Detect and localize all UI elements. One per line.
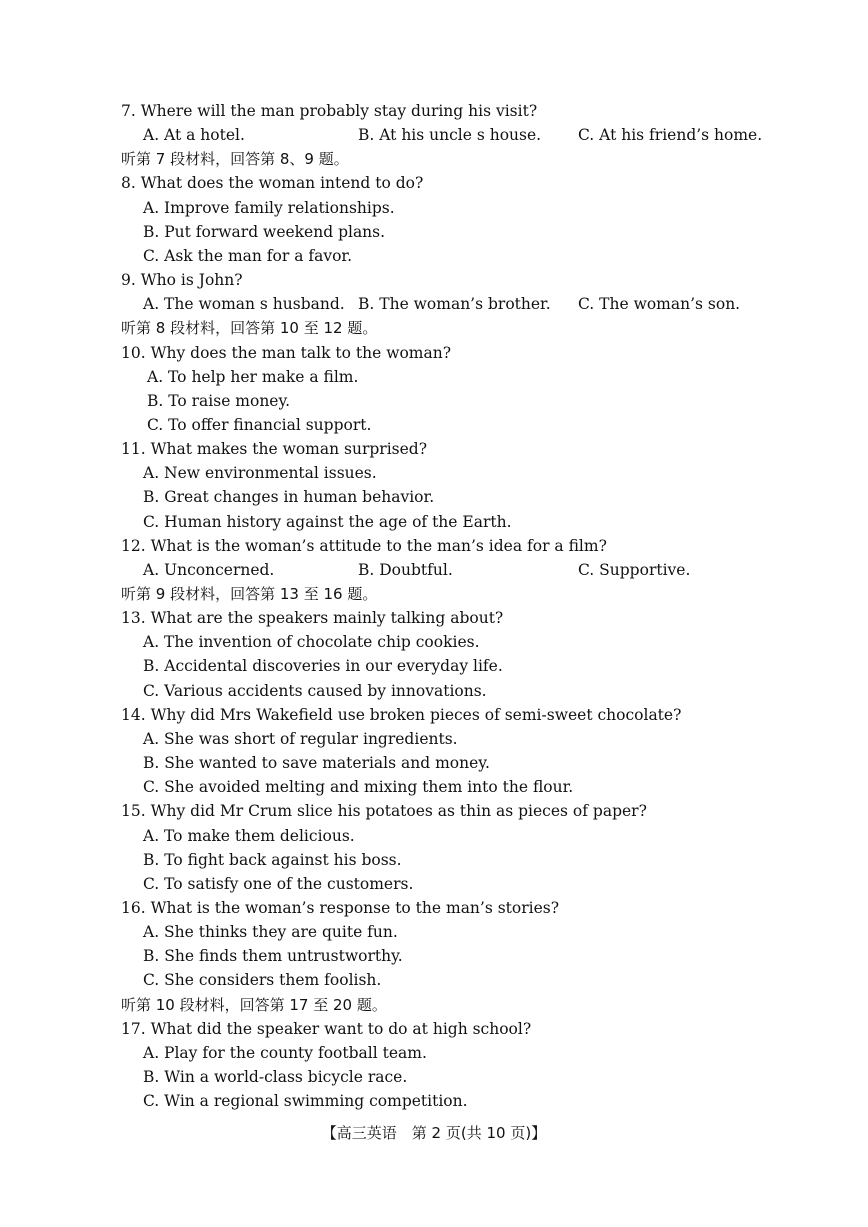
option-text: A. The invention of chocolate chip cookies. bbox=[143, 633, 480, 652]
option-row bbox=[0, 872, 868, 896]
option-row bbox=[0, 630, 868, 654]
question-text: 7. Where will the man probably stay during his visit? bbox=[121, 102, 538, 120]
option-text: B. Put forward weekend plans. bbox=[143, 222, 386, 241]
option-text: C. She considers them foolish. bbox=[143, 971, 382, 990]
question-row bbox=[0, 799, 868, 823]
question-text: 14. Why did Mrs Wakefield use broken pieces of semi-sweet chocolate? bbox=[121, 705, 682, 724]
option-text: A. New environmental issues. bbox=[143, 464, 377, 483]
option-row bbox=[0, 1065, 868, 1089]
question-text: 11. What makes the woman surprised? bbox=[121, 440, 428, 459]
question-row bbox=[0, 896, 868, 920]
option-row bbox=[0, 1089, 868, 1113]
question-row bbox=[0, 99, 868, 123]
option-text: B. Great changes in human behavior. bbox=[143, 488, 435, 507]
option-a: A. Unconcerned. bbox=[143, 560, 275, 579]
option-row bbox=[0, 751, 868, 775]
option-c: C. The woman’s son. bbox=[578, 295, 741, 314]
option-a: A. At a hotel. bbox=[143, 126, 245, 145]
option-a: A. The woman s husband. bbox=[143, 295, 345, 314]
options-row bbox=[0, 292, 868, 316]
option-row bbox=[0, 461, 868, 485]
option-row bbox=[0, 485, 868, 509]
option-b: B. At his uncle s house. bbox=[358, 126, 542, 145]
option-c: C. Supportive. bbox=[578, 560, 691, 579]
section-instruction-row bbox=[0, 993, 868, 1017]
option-text: A. Play for the county football team. bbox=[143, 1043, 427, 1062]
question-row bbox=[0, 703, 868, 727]
section-instruction: 听第 7 段材料，回答第 8、9 题。 bbox=[121, 150, 349, 169]
option-row bbox=[0, 365, 868, 389]
option-row bbox=[0, 244, 868, 268]
section-instruction: 听第 10 段材料，回答第 17 至 20 题。 bbox=[121, 995, 387, 1014]
option-text: A. Improve family relationships. bbox=[143, 198, 395, 217]
option-text: B. Win a world-class bicycle race. bbox=[143, 1068, 408, 1086]
option-row bbox=[0, 1041, 868, 1065]
option-row bbox=[0, 389, 868, 413]
option-row bbox=[0, 654, 868, 678]
question-text: 16. What is the woman’s response to the man’s stories? bbox=[121, 898, 560, 917]
question-text: 15. Why did Mr Crum slice his potatoes as thin as pieces of paper? bbox=[121, 802, 647, 821]
option-row bbox=[0, 920, 868, 944]
question-text: 17. What did the speaker want to do at high school? bbox=[121, 1019, 532, 1038]
option-text: B. To raise money. bbox=[147, 391, 291, 410]
section-instruction: 听第 8 段材料，回答第 10 至 12 题。 bbox=[121, 319, 378, 338]
option-text: C. She avoided melting and mixing them into the flour. bbox=[143, 778, 574, 797]
options-row bbox=[0, 123, 868, 147]
option-b: B. The woman’s brother. bbox=[358, 295, 551, 314]
option-row bbox=[0, 944, 868, 968]
options-row bbox=[0, 558, 868, 582]
option-row bbox=[0, 679, 868, 703]
option-row bbox=[0, 413, 868, 437]
option-row bbox=[0, 824, 868, 848]
option-text: C. Ask the man for a favor. bbox=[143, 246, 353, 265]
question-row bbox=[0, 268, 868, 292]
section-instruction-row bbox=[0, 316, 868, 340]
option-row bbox=[0, 510, 868, 534]
section-instruction: 听第 9 段材料，回答第 13 至 16 题。 bbox=[121, 585, 378, 603]
option-text: B. She wanted to save materials and money. bbox=[143, 754, 490, 773]
question-row bbox=[0, 606, 868, 630]
option-c: C. At his friend’s home. bbox=[578, 126, 763, 145]
option-text: C. To offer financial support. bbox=[147, 415, 372, 434]
question-row bbox=[0, 534, 868, 558]
option-text: A. She thinks they are quite fun. bbox=[143, 923, 398, 942]
page-footer: 【高三英语 第 2 页(共 10 页)】 bbox=[321, 1124, 547, 1142]
question-row bbox=[0, 171, 868, 195]
option-row bbox=[0, 968, 868, 992]
question-text: 13. What are the speakers mainly talking about? bbox=[121, 609, 504, 628]
option-text: B. Accidental discoveries in our everyday life. bbox=[143, 657, 503, 676]
question-text: 8. What does the woman intend to do? bbox=[121, 174, 424, 193]
option-text: B. To fight back against his boss. bbox=[143, 850, 402, 869]
question-text: 10. Why does the man talk to the woman? bbox=[121, 343, 452, 362]
option-row bbox=[0, 848, 868, 872]
question-row bbox=[0, 437, 868, 461]
section-instruction-row bbox=[0, 582, 868, 606]
option-text: C. Human history against the age of the Earth. bbox=[143, 512, 512, 531]
option-text: B. She finds them untrustworthy. bbox=[143, 947, 403, 966]
question-row bbox=[0, 341, 868, 365]
option-row bbox=[0, 196, 868, 220]
option-row bbox=[0, 775, 868, 799]
question-text: 9. Who is John? bbox=[121, 271, 243, 290]
question-row bbox=[0, 1017, 868, 1041]
option-row bbox=[0, 220, 868, 244]
option-text: A. To make them delicious. bbox=[143, 826, 355, 845]
option-text: C. To satisfy one of the customers. bbox=[143, 874, 414, 893]
section-instruction-row bbox=[0, 147, 868, 171]
option-row bbox=[0, 727, 868, 751]
option-text: C. Various accidents caused by innovations. bbox=[143, 681, 487, 700]
option-b: B. Doubtful. bbox=[358, 560, 453, 579]
option-text: C. Win a regional swimming competition. bbox=[143, 1092, 468, 1111]
question-text: 12. What is the woman’s attitude to the man’s idea for a film? bbox=[121, 536, 607, 555]
option-text: A. To help her make a film. bbox=[147, 367, 359, 386]
option-text: A. She was short of regular ingredients. bbox=[143, 729, 458, 748]
